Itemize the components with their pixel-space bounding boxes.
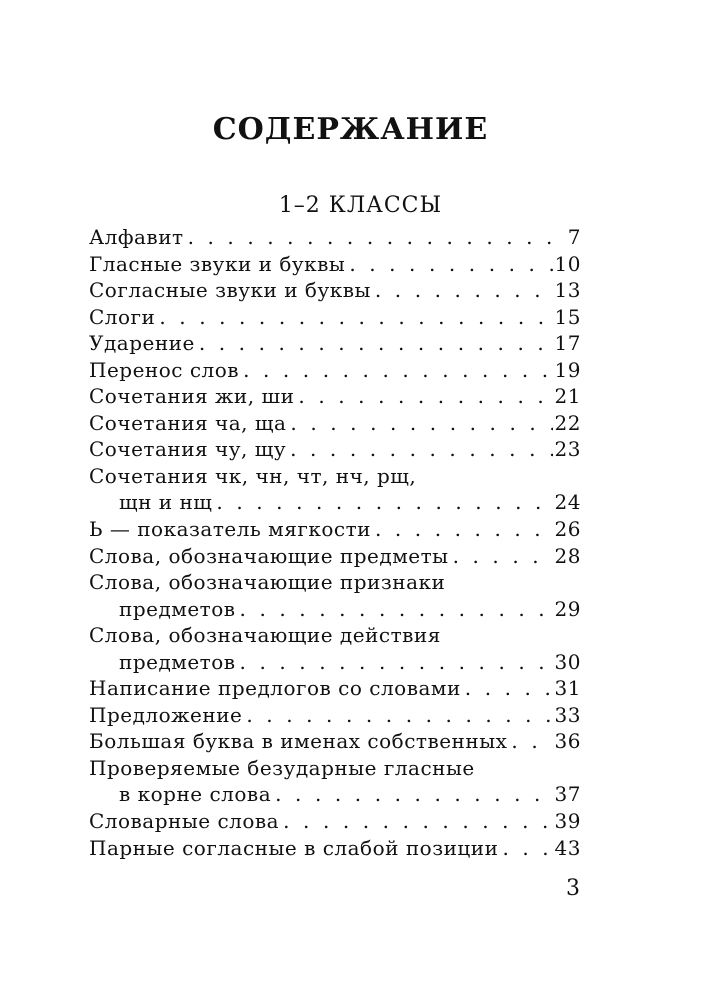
toc-entry-page: 23 [554,437,581,462]
toc-entry-title: Слоги [89,304,156,329]
toc-entry [89,304,581,331]
toc-entry [89,224,581,251]
toc-entry-title: Парные согласные в слабой позиции [89,835,499,860]
toc-entry-title: Ударение [89,331,195,356]
toc-entry-page: 13 [554,278,581,303]
toc-entry-page: 15 [554,304,581,329]
toc-entry-page: 26 [554,517,581,542]
toc-entry-title-continued: в корне слова [119,782,272,807]
toc-entry-continuation [89,489,581,516]
toc-entry-continuation [89,596,581,623]
toc-entry-title: Предложение [89,702,243,727]
toc-entry-title: Перенос слов [89,357,240,382]
toc-entry-page: 19 [554,357,581,382]
dot-leader [240,596,553,623]
toc-entry-title: Гласные звуки и буквы [89,251,346,276]
dot-leader [243,357,552,384]
toc-entry-title-continued: щн и нщ [119,490,213,515]
dot-leader [465,675,553,702]
toc-entry [89,357,581,384]
toc-entry-title: Ь — показатель мягкости [89,517,371,542]
toc-entry-page: 30 [554,649,581,674]
toc-entry-page: 28 [554,543,581,568]
toc-entry [89,728,581,755]
toc-entry-title: Сочетания чу, щу [89,437,287,462]
dot-leader [375,277,553,304]
toc-entry [89,755,581,782]
toc-entry-page: 31 [554,676,581,701]
toc-entry [89,622,581,649]
toc-entry [89,251,581,278]
toc-entry-title: Проверяемые безударные гласные [89,755,475,780]
toc-entry-title: Сочетания чк, чн, чт, нч, рщ, [89,463,417,488]
dot-leader [298,383,552,410]
toc-entry-title-continued: предметов [119,596,236,621]
toc-entry [89,463,581,490]
dot-leader [199,330,553,357]
toc-entry [89,835,581,862]
toc-entry [89,543,581,570]
toc-entry-title: Согласные звуки и буквы [89,278,371,303]
dot-leader [246,702,552,729]
toc-entry-title: Сочетания жи, ши [89,384,295,409]
dot-leader [283,808,552,835]
toc-entry-page: 17 [554,331,581,356]
toc-entry-continuation [89,649,581,676]
toc-entry-page: 21 [554,384,581,409]
toc-entry-title-continued: предметов [119,649,236,674]
dot-leader [188,224,566,251]
dot-leader [502,835,552,862]
toc-entry-page: 29 [554,596,581,621]
toc-entry [89,330,581,357]
dot-leader [290,436,552,463]
dot-leader [240,649,553,676]
toc-entry-page: 22 [554,410,581,435]
dot-leader [290,410,552,437]
dot-leader [349,251,552,278]
dot-leader [159,304,552,331]
toc-entry-continuation [89,781,581,808]
toc-entry [89,808,581,835]
toc-entry [89,410,581,437]
toc-entry-title: Слова, обозначающие действия [89,623,441,648]
toc-entry-title: Словарные слова [89,809,280,834]
dot-leader [275,781,552,808]
toc-entry-page: 24 [554,490,581,515]
toc-entry [89,383,581,410]
page-number: 3 [566,876,580,901]
toc-entry-page: 10 [554,251,581,276]
toc-entry-page: 37 [554,782,581,807]
dot-leader [511,728,552,755]
toc-entry-title: Слова, обозначающие предметы [89,543,449,568]
toc-entry-title: Написание предлогов со словами [89,676,461,701]
toc-entry-title: Слова, обозначающие признаки [89,570,446,595]
toc-entry-page: 33 [554,702,581,727]
toc-entry [89,277,581,304]
dot-leader [375,516,553,543]
toc-entry-title: Алфавит [89,225,184,249]
toc-entry-page: 43 [554,835,581,860]
toc-entry [89,702,581,729]
dot-leader [453,543,553,570]
toc-entry-page: 7 [567,225,581,249]
dot-leader [216,489,552,516]
toc-entry-title: Большая буква в именах собственных [89,729,508,754]
toc-entry [89,436,581,463]
toc-entry-page: 39 [554,809,581,834]
toc-entry [89,675,581,702]
toc-entry-page: 36 [554,729,581,754]
toc-entry-title: Сочетания ча, ща [89,410,287,435]
page-title: СОДЕРЖАНИЕ [212,112,489,147]
table-of-contents [89,224,581,861]
toc-entry [89,569,581,596]
section-heading: 1–2 КЛАССЫ [278,193,443,218]
toc-entry [89,516,581,543]
